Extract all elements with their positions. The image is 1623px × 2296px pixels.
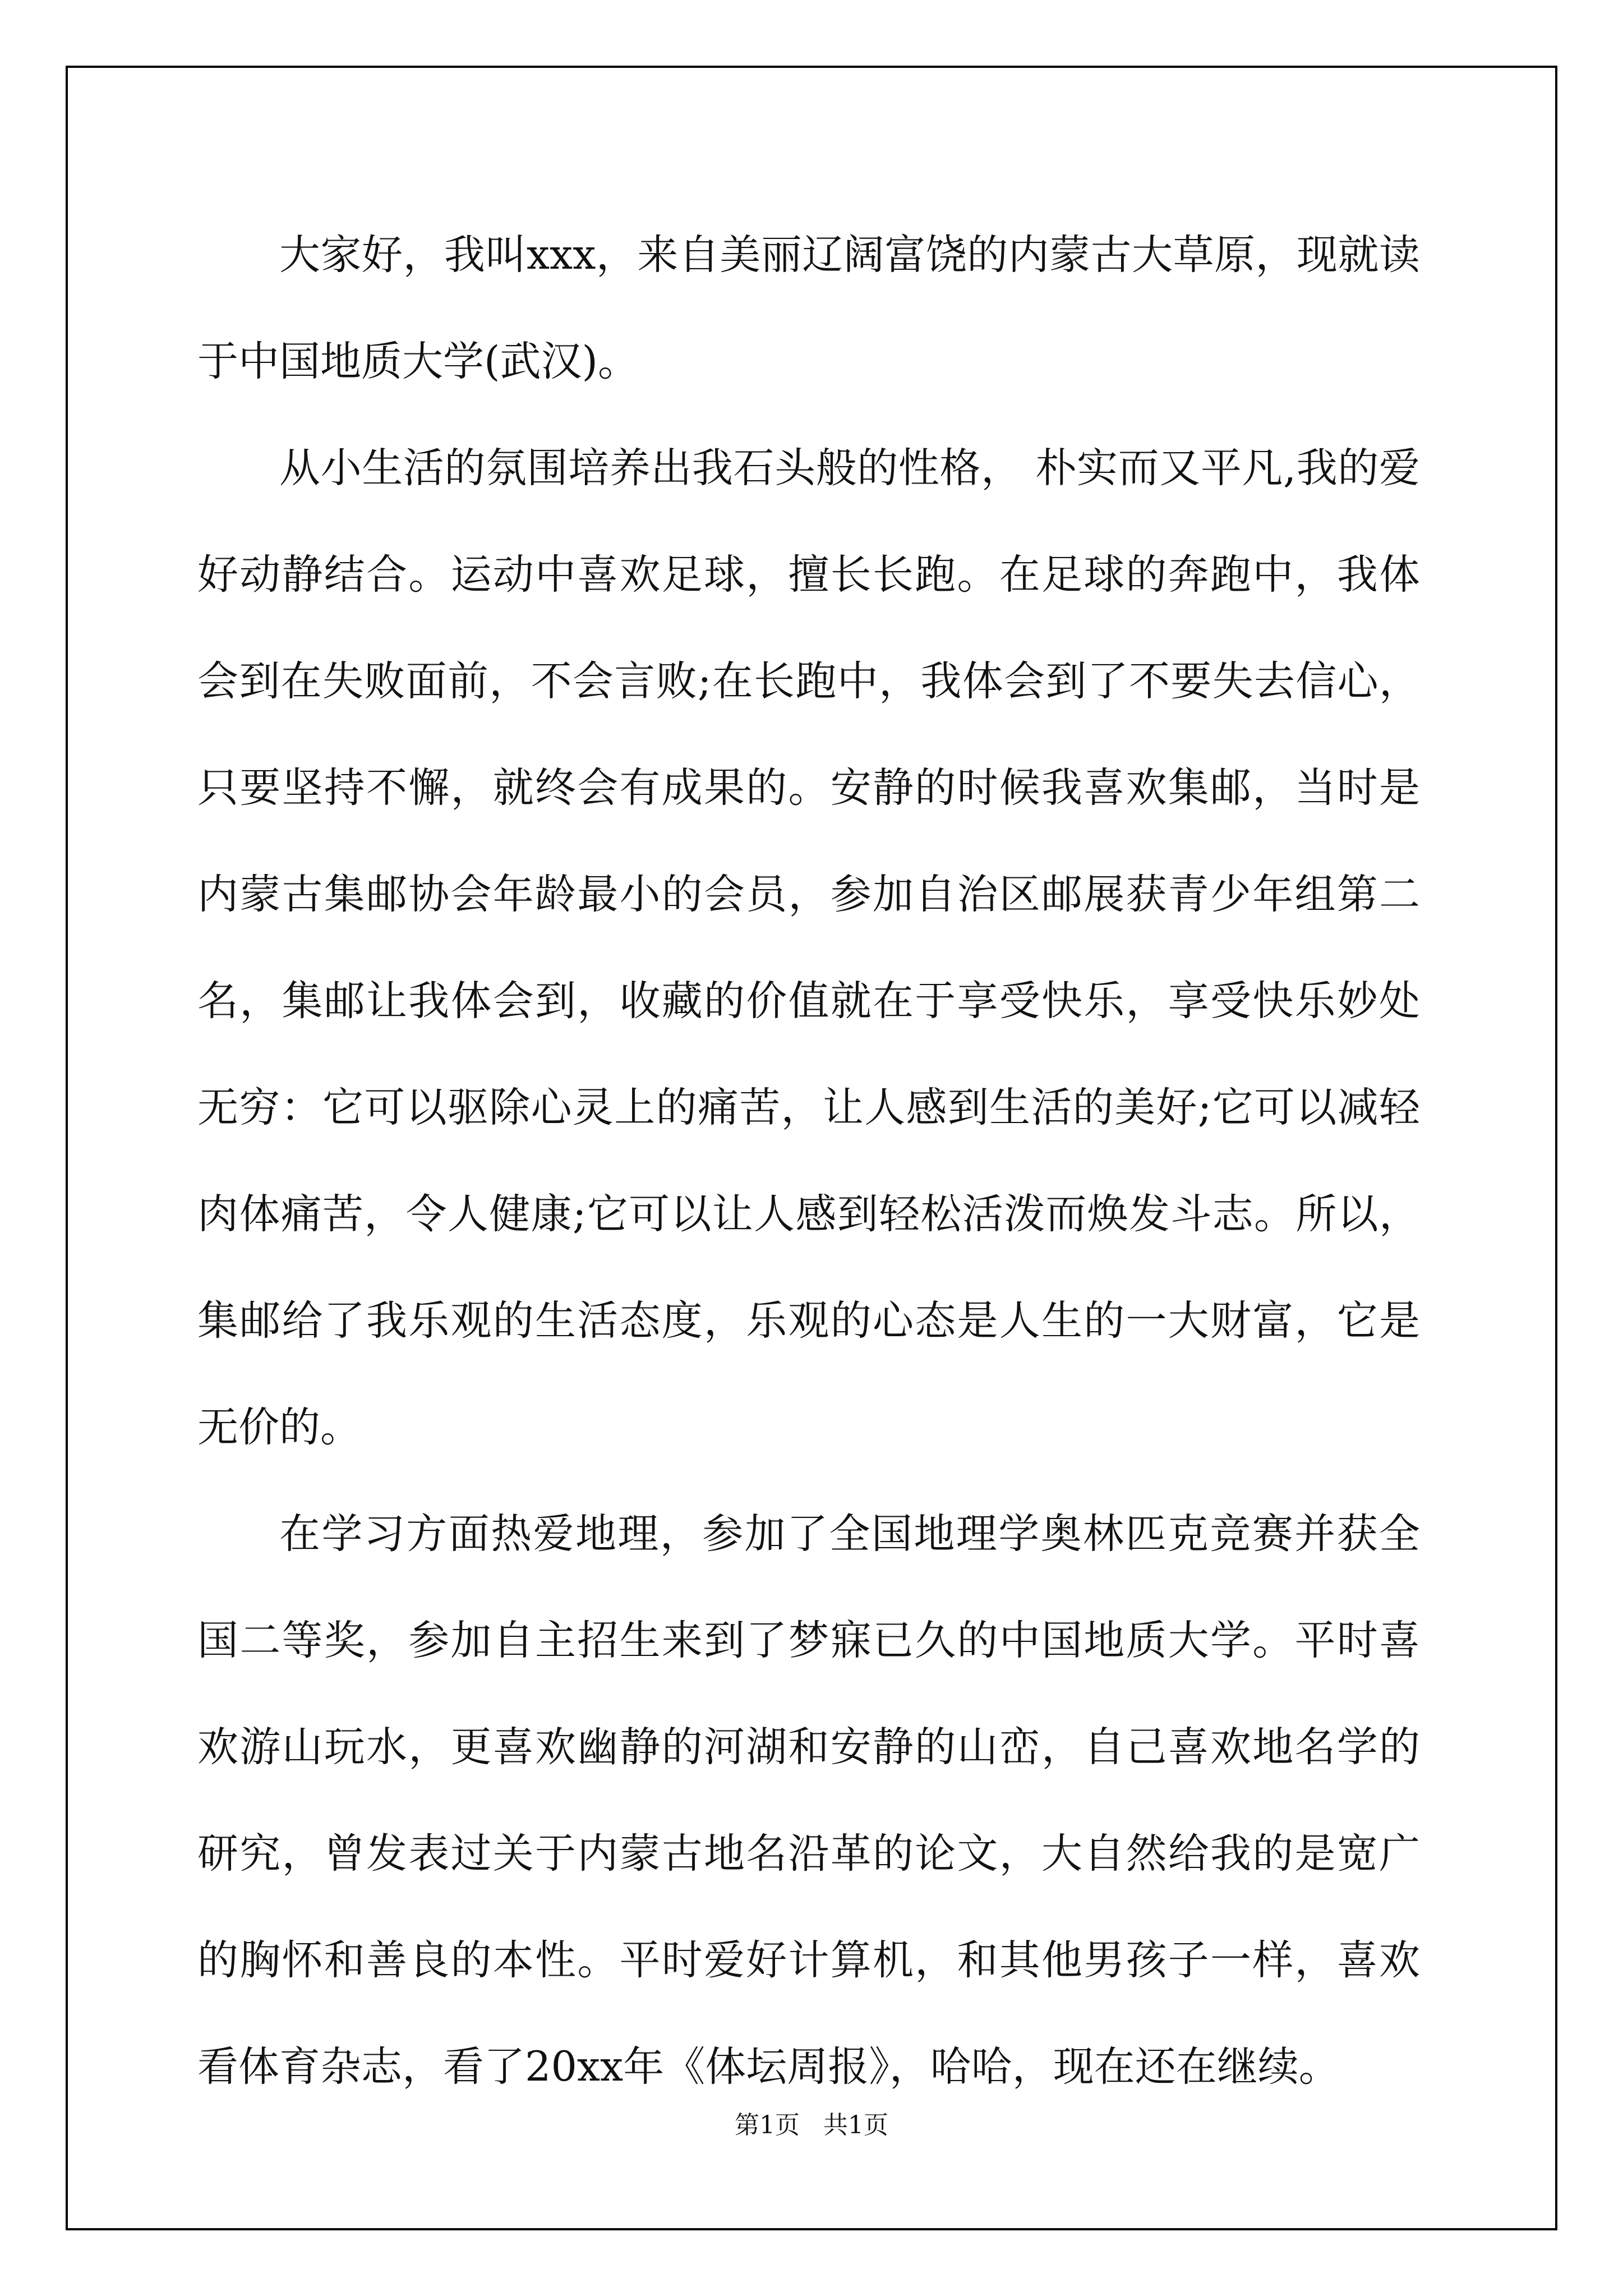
paragraph-intro: 大家好，我叫xxx，来自美丽辽阔富饶的内蒙古大草原，现就读于中国地质大学(武汉)。 bbox=[197, 231, 1420, 385]
document-body bbox=[197, 202, 1420, 2120]
page-number-footer: 第1页 共1页 bbox=[735, 2111, 888, 2139]
paragraph-study: 在学习方面热爱地理，参加了全国地理学奥林匹克竞赛并获全国二等奖，参加自主招生来到了梦寐已久的中国地质大学。平时喜欢游山玩水，更喜欢幽静的河湖和安静的山峦，自己喜欢地名学的研究，曾发表过关于内蒙古地名沿革的论文，大自然给我的是宽广的胸怀和善良的本性。平时爱好计算机，和其他男孩子一样，喜欢看体育杂志，看了20xx年《体坛周报》，哈哈，现在还在继续。 bbox=[197, 1510, 1420, 2091]
paragraph-hobbies: 从小生活的氛围培养出我石头般的性格， 朴实而又平凡,我的爱好动静结合。运动中喜欢足球，擅长长跑。在足球的奔跑中，我体会到在失败面前，不会言败;在长跑中，我体会到了不要失去信心，只要坚持不懈，就终会有成果的。安静的时候我喜欢集邮，当时是内蒙古集邮协会年龄最小的会员，参加自治区邮展获青少年组第二名，集邮让我体会到，收藏的价值就在于享受快乐，享受快乐妙处无穷：它可以驱除心灵上的痛苦，让人感到生活的美好;它可以减轻肉体痛苦，令人健康;它可以让人感到轻松活泼而焕发斗志。所以，集邮给了我乐观的生活态度，乐观的心态是人生的一大财富，它是无价的。 bbox=[197, 444, 1420, 1451]
